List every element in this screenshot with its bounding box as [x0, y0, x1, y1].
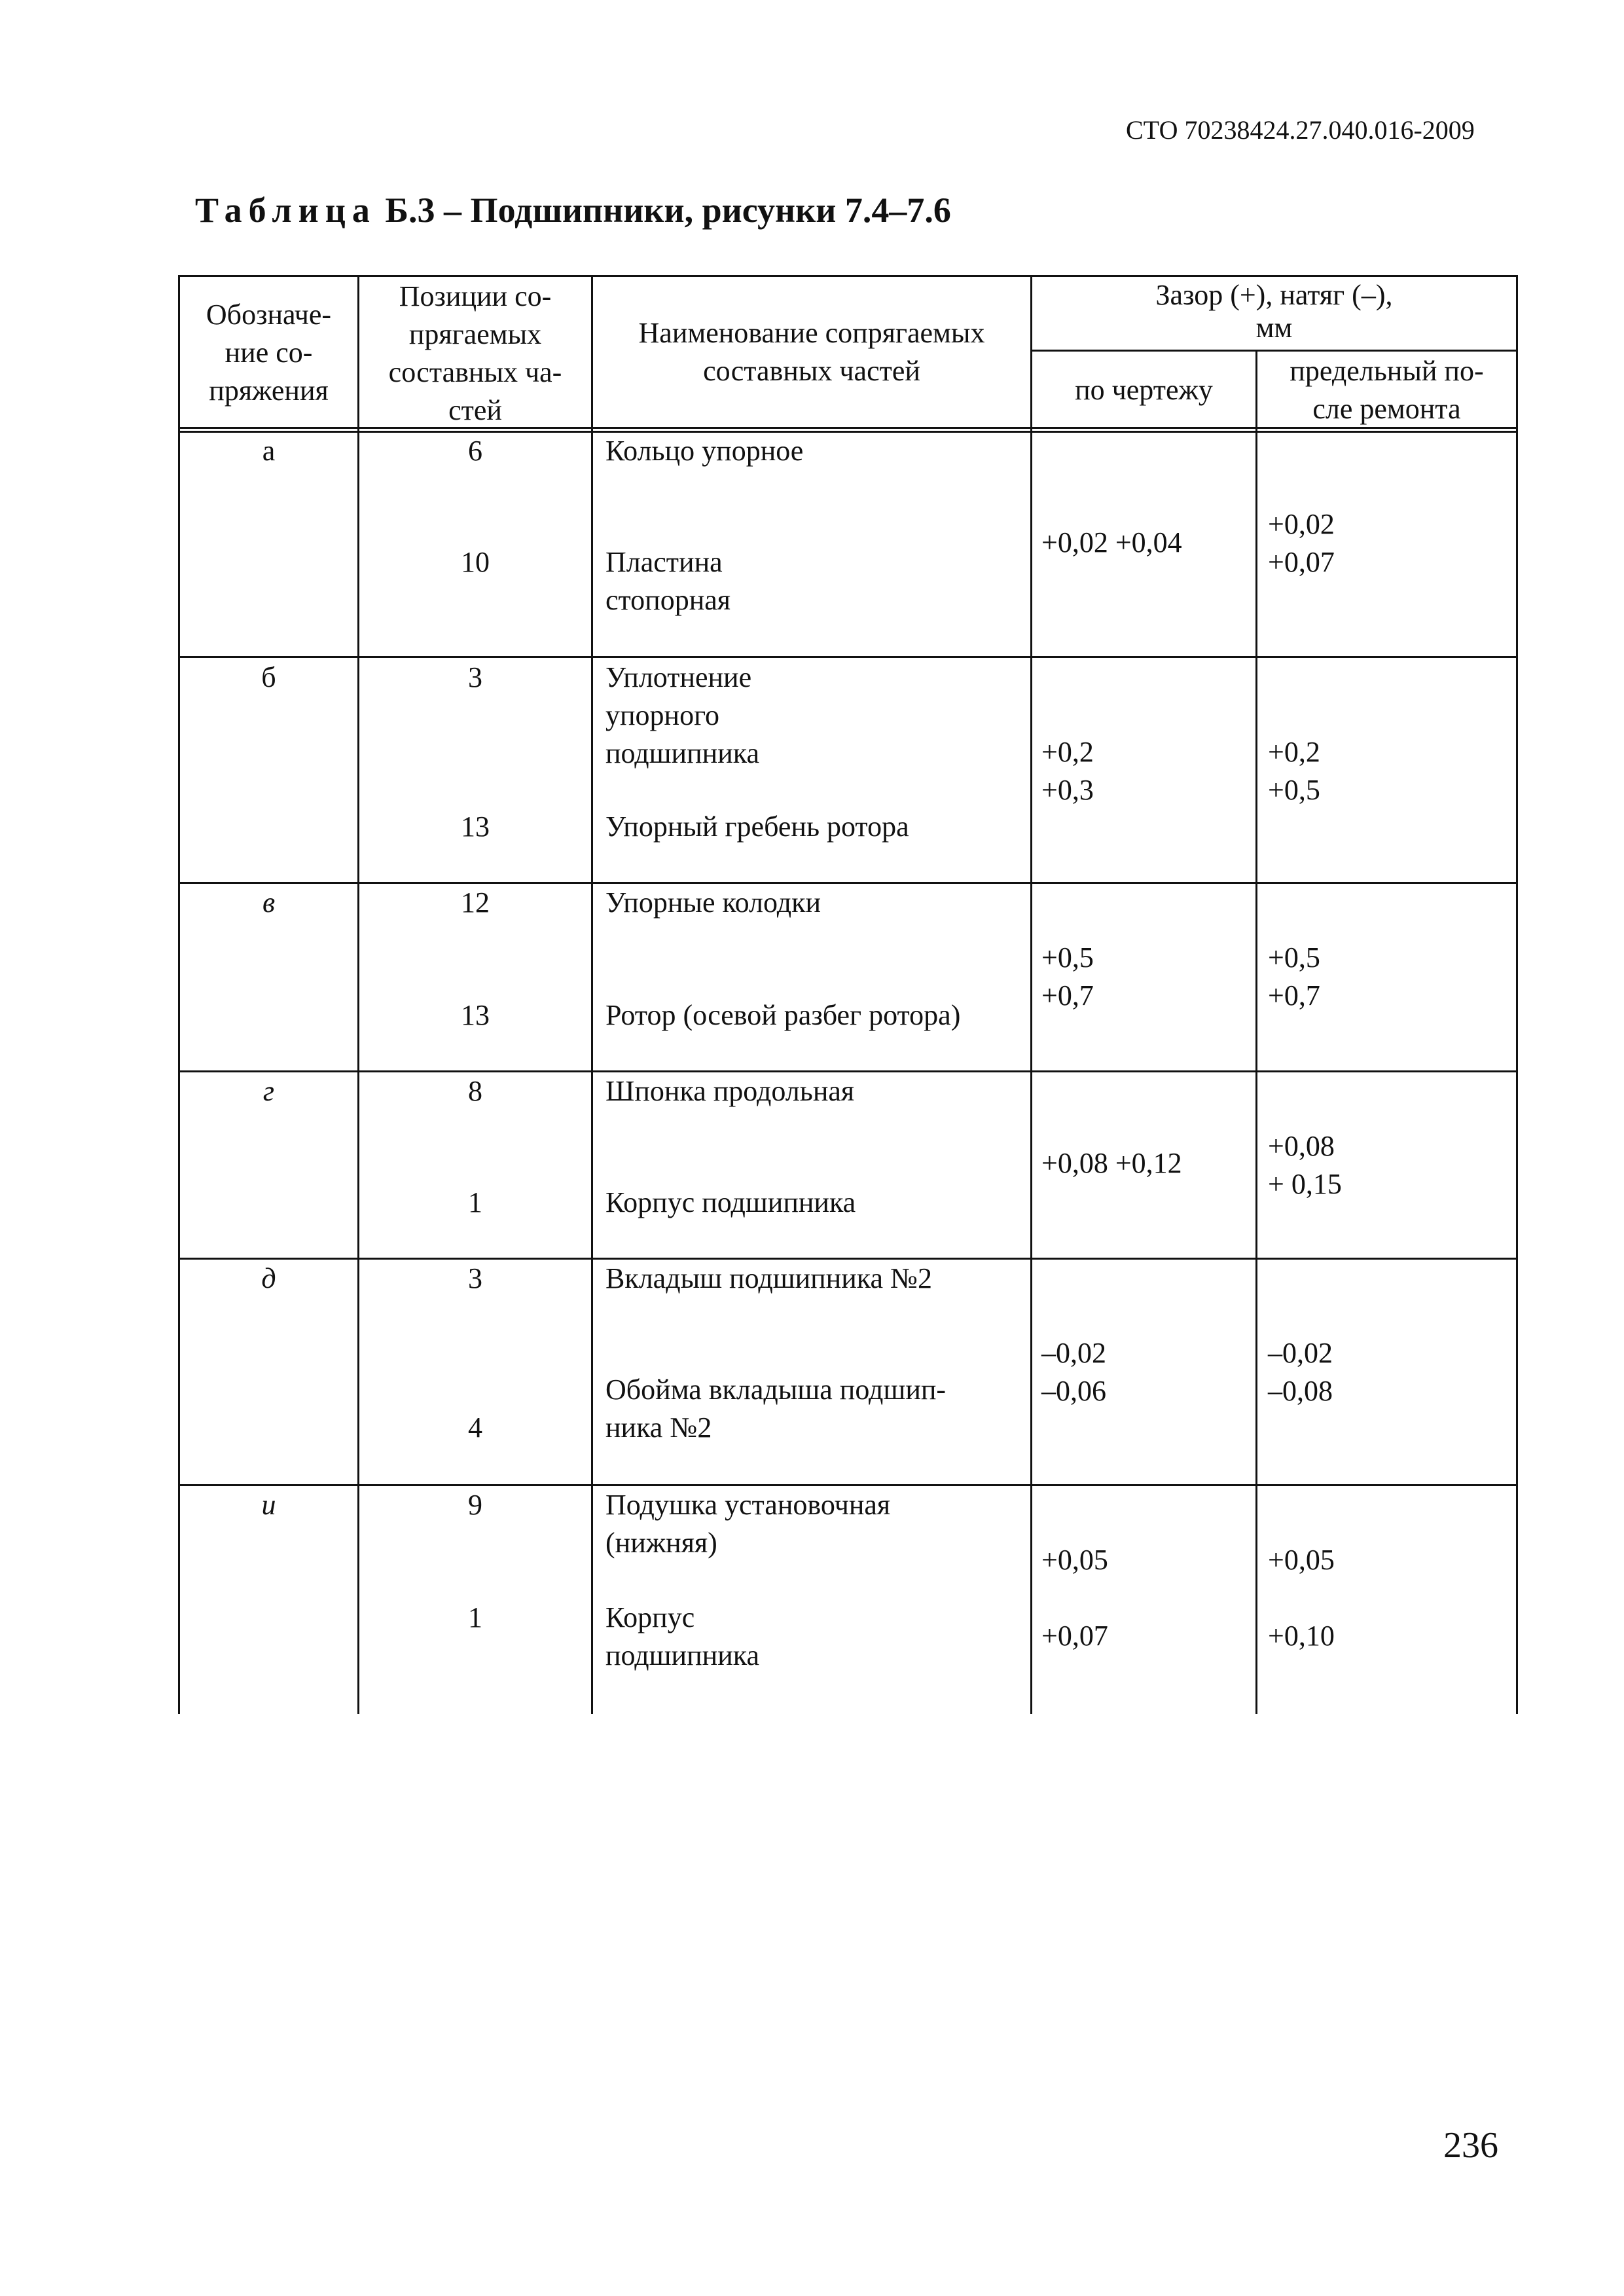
row-limit-value: +0,05 +0,10	[1268, 1544, 1335, 1652]
row-part-name: Корпус подшипника	[605, 1601, 759, 1671]
header-limit-after-repair: предельный по- сле ремонта	[1290, 355, 1484, 425]
row-designation: и	[261, 1489, 276, 1521]
row-position: 9	[468, 1489, 482, 1521]
row-position: 13	[461, 999, 490, 1031]
row-position: 1	[468, 1186, 482, 1218]
header-positions: Позиции со- прягаемых составных ча- стей	[388, 280, 562, 426]
row-position: 1	[468, 1601, 482, 1633]
row-part-name: Обойма вкладыша подшип- ника №2	[605, 1374, 947, 1444]
row-position: 13	[461, 811, 490, 843]
row-designation: г	[262, 1075, 275, 1107]
row-limit-value: –0,02 –0,08	[1268, 1337, 1333, 1407]
header-part-names: Наименование сопрягаемых составных частей	[638, 317, 985, 387]
row-drawing-value: +0,08 +0,12	[1041, 1147, 1182, 1179]
table-title-text: Б.3 – Подшипники, рисунки 7.4–7.6	[376, 191, 951, 230]
row-part-name: Шпонка продольная	[605, 1075, 855, 1107]
row-drawing-value: +0,2 +0,3	[1041, 736, 1094, 806]
row-position: 8	[468, 1075, 482, 1107]
row-designation: в	[262, 886, 276, 919]
row-position: 3	[468, 1262, 482, 1294]
row-position: 3	[468, 661, 482, 693]
row-designation: д	[261, 1262, 276, 1294]
row-part-name: Упорные колодки	[605, 886, 821, 919]
row-limit-value: +0,5 +0,7	[1268, 941, 1320, 1011]
row-position: 12	[461, 886, 490, 919]
row-part-name: Уплотнение упорного подшипника	[605, 661, 759, 769]
table-title-label: Таблица	[195, 191, 376, 230]
column-divider	[1030, 275, 1032, 1714]
row-divider	[178, 656, 1518, 658]
row-limit-value: +0,02 +0,07	[1268, 508, 1335, 578]
row-part-name: Пластина стопорная	[605, 546, 731, 616]
table-right-border	[1516, 275, 1518, 1714]
row-part-name: Упорный гребень ротора	[605, 811, 909, 843]
row-designation: а	[262, 435, 276, 467]
row-part-name: Кольцо упорное	[605, 435, 804, 467]
header-designation: Обозначе- ние со- пряжения	[206, 299, 332, 407]
column-divider	[591, 275, 593, 1714]
row-drawing-value: +0,5 +0,7	[1041, 941, 1094, 1011]
row-position: 10	[461, 546, 490, 578]
row-limit-value: +0,08 + 0,15	[1268, 1130, 1342, 1200]
row-part-name: Вкладыш подшипника №2	[605, 1262, 932, 1294]
gap-header-divider	[1030, 350, 1518, 352]
row-position: 4	[468, 1412, 482, 1444]
row-drawing-value: –0,02 –0,06	[1041, 1337, 1106, 1407]
header-by-drawing: по чертежу	[1075, 374, 1213, 406]
header-gap-interference: Зазор (+), натяг (–), мм	[1155, 279, 1393, 344]
row-drawing-value: +0,05 +0,07	[1041, 1544, 1108, 1652]
row-drawing-value: +0,02 +0,04	[1041, 526, 1182, 558]
row-designation: б	[261, 661, 276, 693]
row-limit-value: +0,2 +0,5	[1268, 736, 1320, 806]
row-part-name: Подушка установочная (нижняя)	[605, 1489, 891, 1559]
page-number: 236	[1443, 2125, 1498, 2166]
column-divider	[1255, 350, 1257, 1714]
row-position: 6	[468, 435, 482, 467]
row-part-name: Ротор (осевой разбег ротора)	[605, 999, 961, 1031]
row-part-name: Корпус подшипника	[605, 1186, 856, 1218]
document-code: СТО 70238424.27.040.016-2009	[1126, 115, 1475, 145]
